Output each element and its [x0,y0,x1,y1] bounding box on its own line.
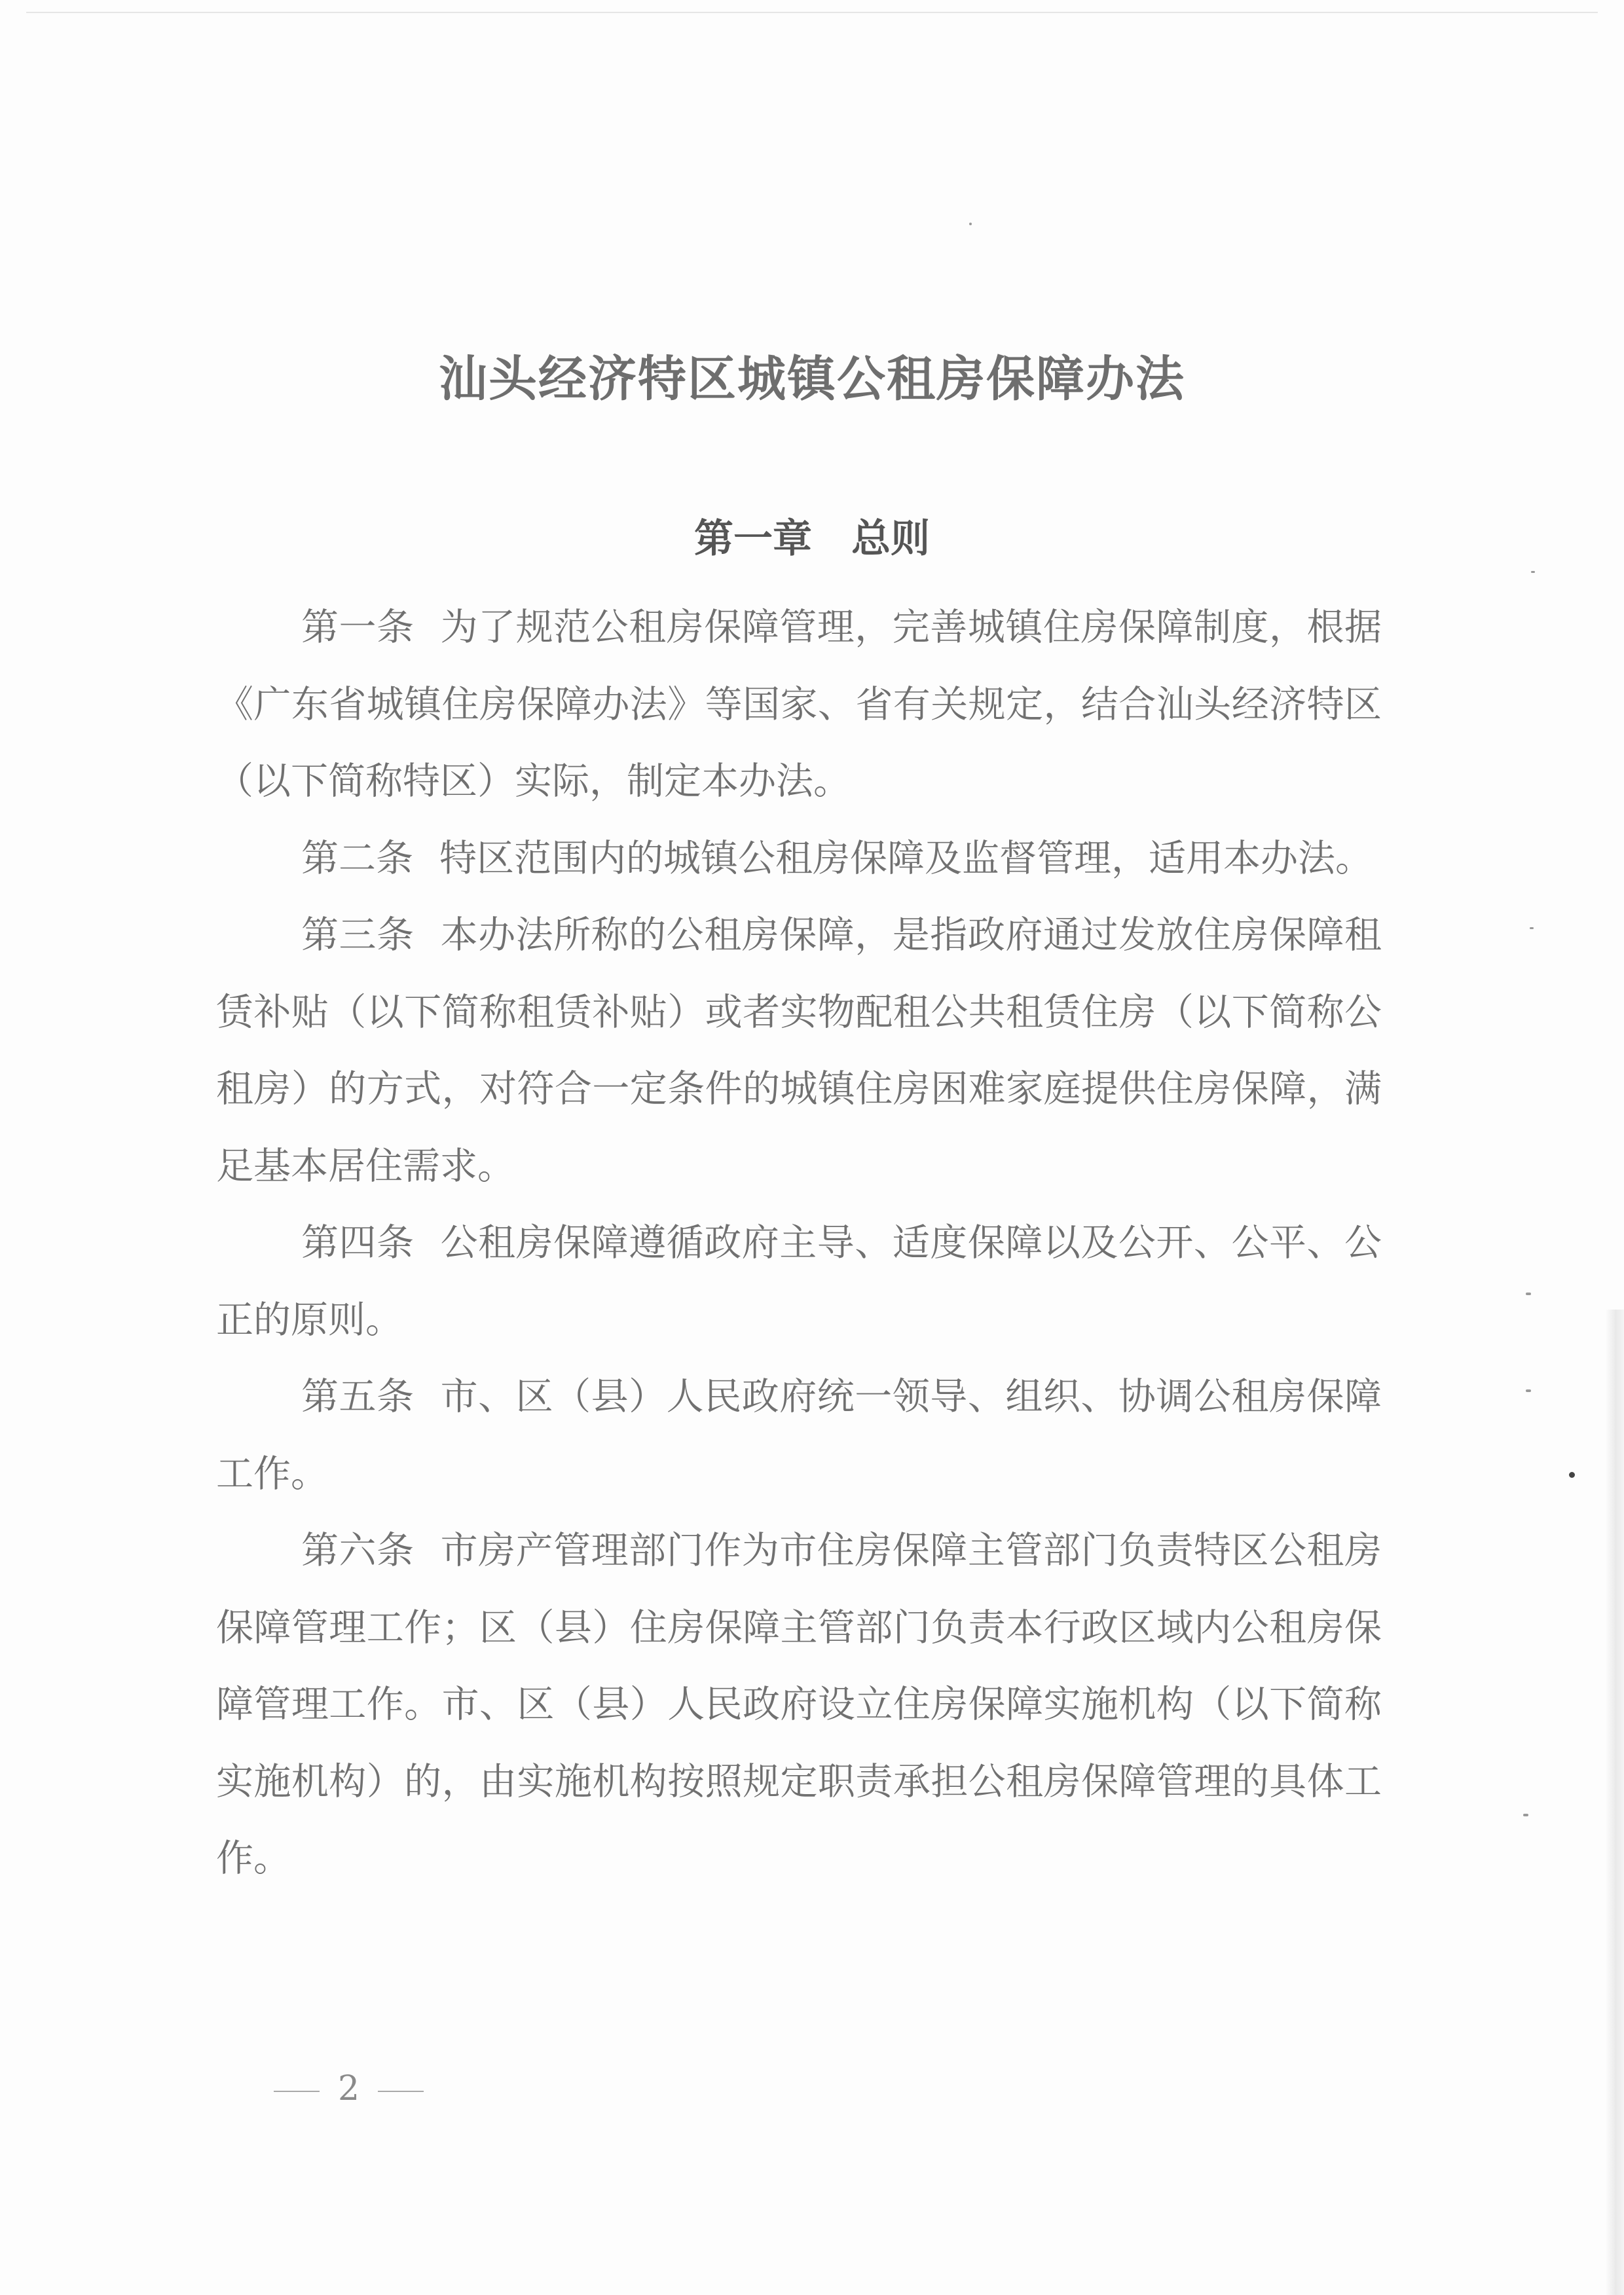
article-text: 为了规范公租房保障管理，完善城镇住房保障制度，根据《广东省城镇住房保障办法》等国家、省有关规定，结合汕头经济特区（以下简称特区）实际，制定本办法。 [216,606,1382,803]
article-number: 第三条 [301,913,415,957]
scan-top-edge [26,12,1598,13]
article-number: 第一条 [301,606,415,649]
article-2 [216,820,1382,898]
scan-speck [1526,1293,1531,1295]
scan-right-edge-shadow [1606,1310,1624,2295]
article-1 [216,589,1382,820]
chapter-heading: 第一章 总则 [694,516,930,562]
article-text: 本办法所称的公租房保障，是指政府通过发放住房保障租赁补贴（以下简称租赁补贴）或者实物配租公共租赁住房（以下简称公租房）的方式，对符合一定条件的城镇住房困难家庭提供住房保障，满足基本居住需求。 [216,913,1382,1188]
page-number: 2 [338,2069,360,2108]
article-number: 第四条 [301,1221,415,1264]
scan-speck [969,223,972,225]
article-text: 市房产管理部门作为市住房保障主管部门负责特区公租房保障管理工作；区（县）住房保障主管部门负责本行政区域内公租房保障管理工作。市、区（县）人民政府设立住房保障实施机构（以下简称实施机构）的，由实施机构按照规定职责承担公租房保障管理的具体工作。 [216,1529,1382,1880]
folio-dash-left [274,2091,320,2092]
scan-speck [1531,571,1535,573]
article-6 [216,1513,1382,1898]
article-5 [216,1359,1382,1513]
article-3 [216,897,1382,1205]
document-body [216,589,1382,1898]
article-text: 特区范围内的城镇公租房保障及监督管理，适用本办法。 [439,836,1373,880]
article-text: 市、区（县）人民政府统一领导、组织、协调公租房保障工作。 [216,1375,1382,1496]
scan-speck [1530,927,1534,929]
document-title: 汕头经济特区城镇公租房保障办法 [439,351,1185,407]
page-number-footer [255,2069,442,2108]
article-number: 第五条 [301,1375,415,1418]
article-text: 公租房保障遵循政府主导、适度保障以及公开、公平、公正的原则。 [216,1221,1382,1342]
article-number: 第二条 [301,836,413,880]
scan-speck [1523,1814,1528,1816]
scan-speck [1569,1472,1575,1478]
folio-dash-right [378,2091,424,2092]
scan-speck [1526,1389,1531,1392]
article-number: 第六条 [301,1529,415,1572]
article-4 [216,1205,1382,1359]
